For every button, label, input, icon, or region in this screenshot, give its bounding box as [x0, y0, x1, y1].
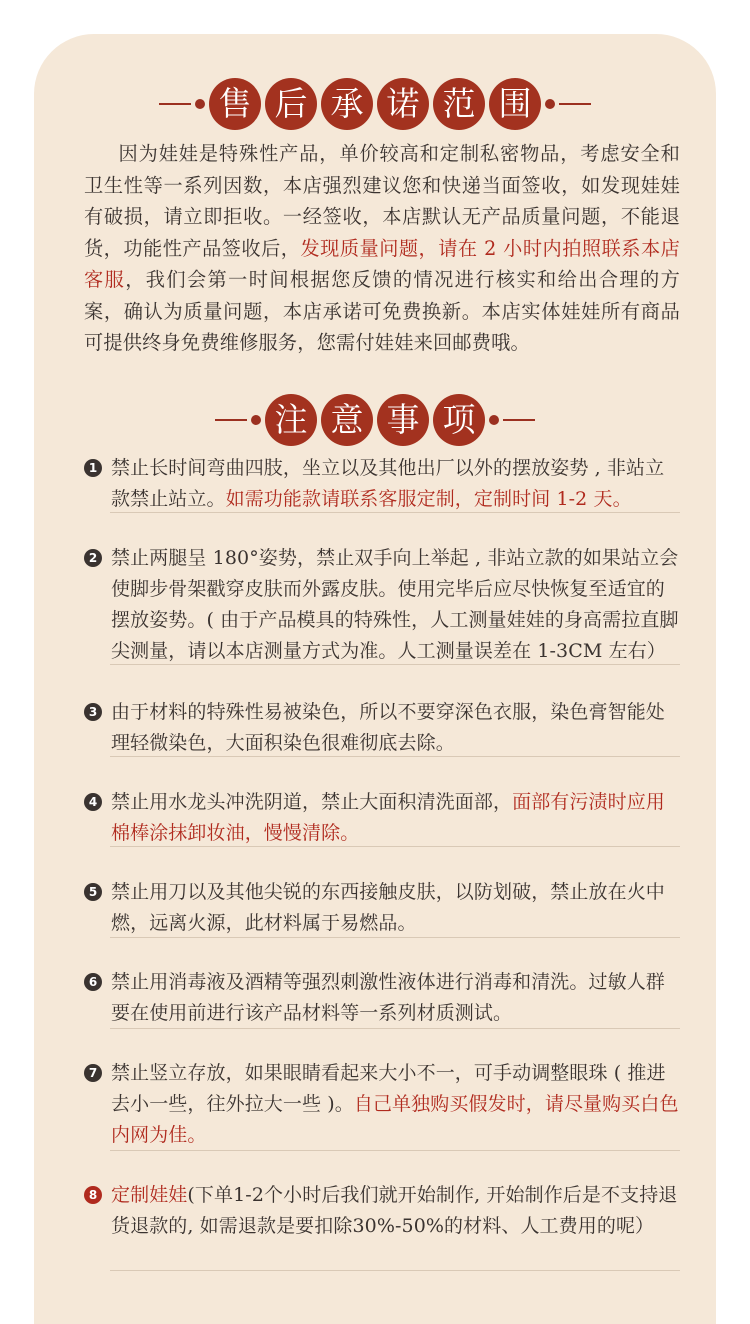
- heading-char: 范: [433, 78, 485, 130]
- heading-line-right: [503, 419, 535, 421]
- heading-char: 事: [377, 394, 429, 446]
- heading-char: 售: [209, 78, 261, 130]
- note-number-badge: 4: [84, 793, 102, 811]
- highlight-text: 定制娃娃: [111, 1184, 188, 1206]
- note-item: [84, 1058, 684, 1151]
- body-text: 禁止用刀以及其他尖锐的东西接触皮肤，以防划破，禁止放在火中燃，远离火源，此材料属于易燃品。: [111, 881, 665, 934]
- divider: [110, 1270, 680, 1271]
- divider: [110, 846, 680, 847]
- divider: [110, 756, 680, 757]
- highlight-text: 面部有污渍时应用棉棒涂抹卸妆油，慢慢清除。: [111, 791, 665, 844]
- heading-dot-right: [545, 99, 555, 109]
- heading-char: 注: [265, 394, 317, 446]
- body-text: 禁止竖立存放，如果眼睛看起来大小不一，可手动调整眼珠 ( 推进去小一些，往外拉大一些 )。: [111, 1062, 666, 1115]
- after-sales-heading: [0, 76, 750, 132]
- heading-char: 后: [265, 78, 317, 130]
- note-text: [111, 967, 681, 1029]
- highlight-text: 发现质量问题，请在 2 小时内拍照联系本店客服: [84, 236, 681, 291]
- note-item: [84, 697, 684, 759]
- heading-dot-left: [195, 99, 205, 109]
- notes-heading: [0, 392, 750, 448]
- heading-line-right: [559, 103, 591, 105]
- heading-char: 项: [433, 394, 485, 446]
- body-text: ，我们会第一时间根据您反馈的情况进行核实和给出合理的方案，确认为质量问题，本店承诺可免费换新。本店实体娃娃所有商品可提供终身免费维修服务，您需付娃娃来回邮费哦。: [84, 268, 680, 354]
- note-item: [84, 1180, 684, 1242]
- heading-char: 意: [321, 394, 373, 446]
- note-number-badge: 2: [84, 549, 102, 567]
- body-text: 禁止长时间弯曲四肢，坐立以及其他出厂以外的摆放姿势 , 非站立款禁止站立。: [111, 457, 665, 510]
- heading-dot-left: [251, 415, 261, 425]
- highlight-text: 如需功能款请联系客服定制，定制时间 1-2 天。: [225, 488, 632, 510]
- note-item: [84, 967, 684, 1029]
- after-sales-paragraph: [84, 138, 680, 359]
- heading-char: 承: [321, 78, 373, 130]
- body-text: (下单1-2个小时后我们就开始制作, 开始制作后是不支持退货退款的, 如需退款是要扣除30%-50%的材料、人工费用的呢）: [111, 1184, 678, 1237]
- note-text: [111, 453, 681, 515]
- divider: [110, 1150, 680, 1151]
- note-number-badge: 3: [84, 703, 102, 721]
- note-text: [111, 1058, 681, 1151]
- heading-line-left: [159, 103, 191, 105]
- body-text: 由于材料的特殊性易被染色，所以不要穿深色衣服，染色膏智能处理轻微染色，大面积染色很难彻底去除。: [111, 701, 665, 754]
- highlight-text: 自己单独购买假发时，请尽量购买白色内网为佳。: [111, 1093, 679, 1146]
- note-text: [111, 1180, 681, 1242]
- heading-line-left: [215, 419, 247, 421]
- divider: [110, 937, 680, 938]
- note-item: [84, 787, 684, 849]
- divider: [110, 1028, 680, 1029]
- note-number-badge: 7: [84, 1064, 102, 1082]
- body-text: 禁止用消毒液及酒精等强烈刺激性液体进行消毒和清洗。过敏人群要在使用前进行该产品材料等一系列材质测试。: [111, 971, 665, 1024]
- note-item: [84, 543, 684, 667]
- note-item: [84, 453, 684, 515]
- note-text: [111, 787, 681, 849]
- note-text: [111, 697, 681, 759]
- body-text: 禁止用水龙头冲洗阴道，禁止大面积清洗面部，: [111, 791, 513, 813]
- body-text: 禁止两腿呈 180°姿势，禁止双手向上举起 , 非站立款的如果站立会使脚步骨架戳穿皮肤而外露皮肤。使用完毕后应尽快恢复至适宜的摆放姿势。( 由于产品模具的特殊性，人工测量娃娃的身高需拉直脚尖测量，请以本店测量方式为准。人工测量误差在 1-3CM 左右）: [111, 547, 679, 662]
- heading-title: [209, 78, 541, 130]
- divider: [110, 664, 680, 665]
- heading-title: [265, 394, 485, 446]
- heading-char: 围: [489, 78, 541, 130]
- note-text: [111, 877, 681, 939]
- note-number-badge: 6: [84, 973, 102, 991]
- intro-text: [84, 138, 680, 359]
- body-text: 因为娃娃是特殊性产品，单价较高和定制私密物品，考虑安全和卫生性等一系列因数，本店强烈建议您和快递当面签收，如发现娃娃有破损，请立即拒收。一经签收，本店默认无产品质量问题，不能退货，功能性产品签收后，: [84, 142, 680, 260]
- note-number-badge: 5: [84, 883, 102, 901]
- note-number-badge: 8: [84, 1186, 102, 1204]
- heading-char: 诺: [377, 78, 429, 130]
- note-item: [84, 877, 684, 939]
- note-number-badge: 1: [84, 459, 102, 477]
- heading-dot-right: [489, 415, 499, 425]
- note-text: [111, 543, 681, 667]
- divider: [110, 512, 680, 513]
